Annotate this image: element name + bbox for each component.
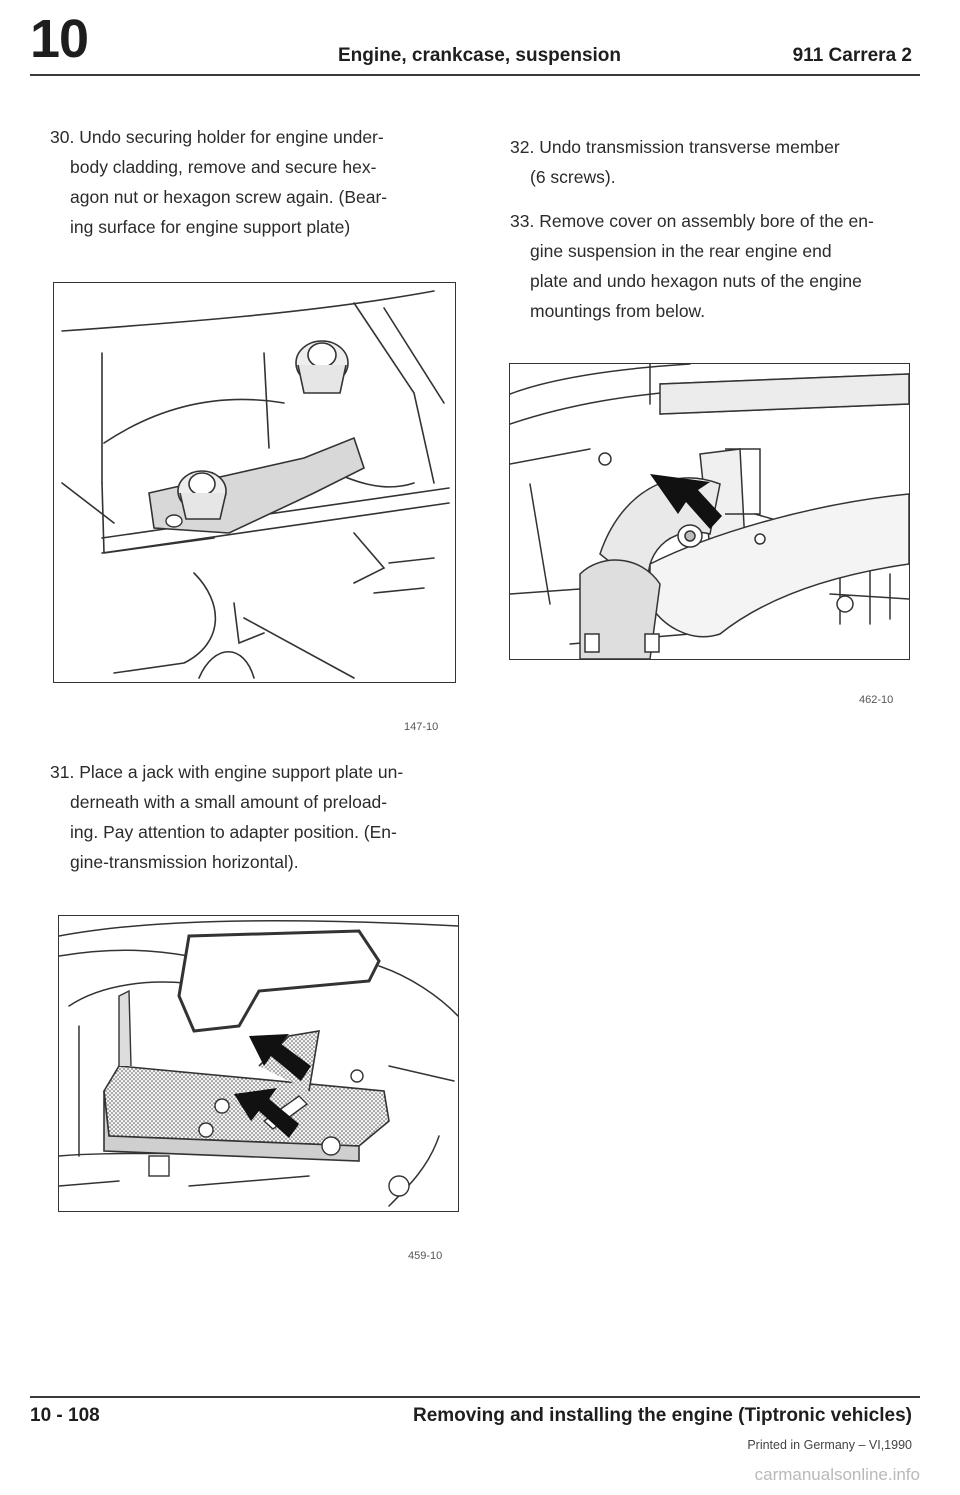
- footer-rule: [30, 1396, 920, 1398]
- step-text-line: body cladding, remove and secure hex-: [70, 157, 377, 177]
- step-number: 33.: [510, 211, 535, 231]
- holder-bracket-illustration: [54, 283, 455, 682]
- footer-title: Removing and installing the engine (Tiptronic vehicles): [412, 1405, 912, 1426]
- header-model: 911 Carrera 2: [792, 45, 912, 66]
- step-text-line: agon nut or hexagon screw again. (Bear-: [70, 187, 388, 207]
- step-32: [510, 132, 930, 192]
- figure-engine-support-plate: [58, 915, 459, 1212]
- step-text-line: (6 screws).: [530, 167, 616, 187]
- step-text-line: Place a jack with engine support plate un-: [79, 762, 404, 782]
- figure-code: 147-10: [404, 721, 439, 733]
- figure-engine-mountings: [509, 363, 910, 660]
- figure-code: 459-10: [408, 1250, 443, 1262]
- step-text-line: ing. Pay attention to adapter position. (En-: [70, 822, 397, 842]
- figure-code: 462-10: [859, 694, 894, 706]
- step-text-line: derneath with a small amount of preload-: [70, 792, 388, 812]
- step-number: 31.: [50, 762, 75, 782]
- step-33: [510, 206, 930, 326]
- step-text-line: mountings from below.: [530, 301, 706, 321]
- header-rule: [30, 74, 920, 76]
- engine-support-plate-illustration: [59, 916, 458, 1211]
- step-text-line: plate and undo hexagon nuts of the engine: [530, 271, 862, 291]
- step-text-line: gine-transmission horizontal).: [70, 852, 299, 872]
- engine-mountings-illustration: [510, 364, 909, 659]
- step-text-line: ing surface for engine support plate): [70, 217, 351, 237]
- header-title: Engine, crankcase, suspension: [338, 45, 621, 66]
- figure-holder-bracket: [53, 282, 456, 683]
- step-text-line: Remove cover on assembly bore of the en-: [539, 211, 874, 231]
- step-text-line: Undo securing holder for engine under-: [79, 127, 384, 147]
- printed-note: Printed in Germany – VI,1990: [747, 1438, 912, 1452]
- site-watermark: carmanualsonline.info: [754, 1465, 920, 1484]
- step-number: 30.: [50, 127, 75, 147]
- page-number: 10 - 108: [30, 1405, 100, 1426]
- step-number: 32.: [510, 137, 535, 157]
- step-text-line: gine suspension in the rear engine end: [530, 241, 832, 261]
- chapter-number: 10: [30, 9, 89, 69]
- step-31: [50, 757, 470, 877]
- step-30: [50, 122, 470, 242]
- step-text-line: Undo transmission transverse member: [539, 137, 840, 157]
